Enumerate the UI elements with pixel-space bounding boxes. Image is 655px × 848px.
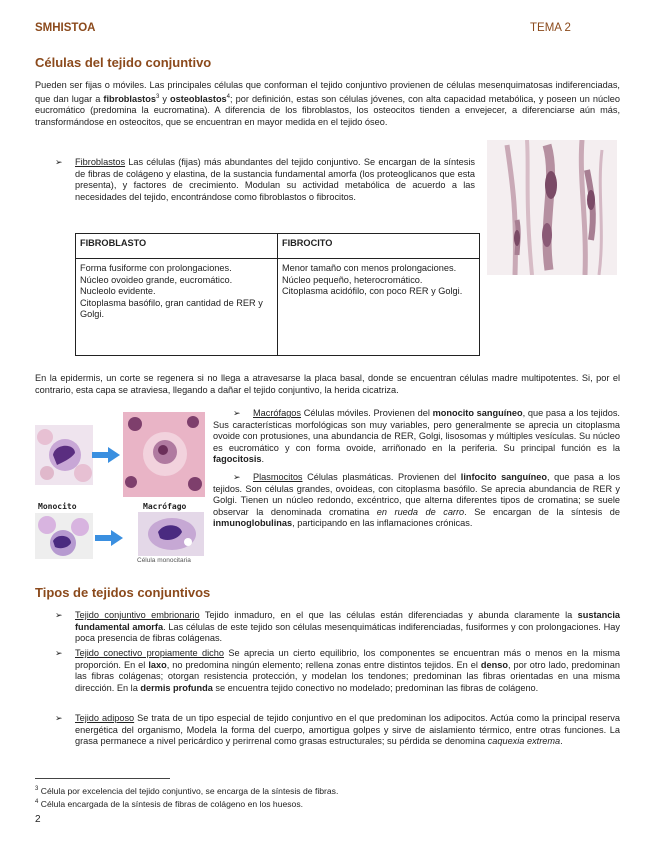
image-caption: Célula monocitaria (137, 557, 191, 564)
fibroblast-micrograph (487, 140, 617, 275)
epidermis-paragraph: En la epidermis, un corte se regenera si no llega a atravesarse la placa basal, donde se encuentran células madre multipotentes. Si, por el contrario, esta capa se atraviesa, llegando a dañar el tejido conjuntivo, la herida cicatriza. (35, 373, 620, 395)
macrofago-micrograph (123, 412, 205, 497)
bullet-icon: ➢ (55, 610, 63, 620)
table-cell-fibrocito: Menor tamaño con menos prolongaciones. Núcleo pequeño, heterocromático. Citoplasma acidófilo, con poco RER y Golgi. (278, 259, 480, 356)
intro-paragraph: Pueden ser fijas o móviles. Las principales células que conforman el tejido conjuntivo provienen de células mesenquimatosas indiferenciadas, que dan lugar a fibroblastos$^3$ y osteoblastos$^4$; por definición, estas son células jóvenes, con alta capacidad metabólica, y poseen un núcleo eucromático (predomina la eucromatina). A diferencia de los fibroblastos, los osteocitos tienden a envejecer, a diferenciarse aún más, transformándose en osteocitos, que se encuentran en mayor medida en el tejido óseo. (35, 80, 620, 127)
bullet-icon: ➢ (55, 157, 63, 167)
plasmocitos-paragraph: Plasmocitos Células plasmáticas. Provienen del linfocito sanguíneo, que pasa a los tejidos. Son células grandes, ovoideas, con citoplasma basófilo. Se aprecia abundancia de RER y Golgi. Tienen un núcleo redondo, excéntrico, que alterna diferentes tipos de cromatina; se suele observar la denominada cromatina en rueda de carro. Se encargan de la síntesis de inmunoglobulinas, participando en las inflamaciones crónicas. (213, 472, 620, 529)
bullet-icon: ➢ (233, 472, 241, 482)
table-header-fibroblasto: FIBROBLASTO (76, 234, 278, 259)
arrow-right-icon (92, 447, 120, 463)
section-title-types: Tipos de tejidos conjuntivos (35, 585, 211, 600)
adiposo-paragraph: Tejido adiposo Se trata de un tipo especial de tejido conjuntivo en el que predominan los adipocitos. Actúa como la principal reserva energética del organismo, Modela la forma del cuerpo, amortigua golpes y sirve de aislamiento térmico, entre otras funciones. La grasa permanece a nivel pericárdico y perirrenal como grasas estructurales; su pérdida se denomina caquexia extrema. (75, 713, 620, 747)
monocito-micrograph (35, 425, 93, 485)
macrofago-label: Macrófago (143, 502, 187, 511)
table-header-fibrocito: FIBROCITO (278, 234, 480, 259)
bullet-icon: ➢ (233, 408, 241, 418)
macrofagos-paragraph: Macrófagos Células móviles. Provienen del monocito sanguíneo, que pasa a los tejidos. Sus características morfológicas son muy variables, pero generalmente se aprecia un citoplasma ovoide con protusiones, una abundancia de RER, Golgi, lisosomas y múltiples vesículas. Su núcleo es eucromático y con forma ovoide, arriñonado en la periferia. Su principal función es la fagocitosis. (213, 408, 620, 465)
macrofago-diagram (138, 512, 204, 556)
section-title-cells: Células del tejido conjuntivo (35, 55, 212, 70)
footnote-4: $^4$ Célula encargada de la síntesis de fibras de colágeno en los huesos. (35, 799, 304, 809)
footnote-divider (35, 778, 170, 779)
arrow-right-icon-2 (95, 530, 123, 546)
embrionario-paragraph: Tejido conjuntivo embrionario Tejido inmaduro, en el que las células están diferenciadas y abunda claramente la sustancia fundamental amorfa. Las células de este tejido son células mesenquimáticas indiferenciadas, fusiformes y con prolongaciones. Hay poca presencia de fibras colágenas. (75, 610, 620, 644)
fibroblastos-paragraph: Fibroblastos Las células (fijas) más abundantes del tejido conjuntivo. Se encargan de la síntesis de fibras de colágeno y elastina, de la sustancia fundamental amorfa (los proteoglicanos que esta presenta), y factores de crecimiento. Modulan su actividad metabólica de acuerdo a las necesidades del tejido, encontrándose como fibroblastos o fibrocitos. (75, 157, 475, 202)
footnote-3: $^3$ Célula por excelencia del tejido conjuntivo, se encarga de la síntesis de fibras. (35, 786, 339, 796)
bullet-icon: ➢ (55, 713, 63, 723)
header-course: SMHISTOA (35, 22, 96, 34)
table-cell-fibroblasto: Forma fusiforme con prolongaciones. Núcleo ovoideo grande, eucromático. Nucleolo evidente. Citoplasma basófilo, gran cantidad de RER y Golgi. (76, 259, 278, 356)
propiamente-paragraph: Tejido conectivo propiamente dicho Se aprecia un cierto equilibrio, los componentes se encuentran más o menos en la misma proporción. En el laxo, no predomina ningún elemento; rellena zonas entre distintos tejidos. En el denso, por otro lado, predominan las fibras colágenas; otorgan resistencia protección, y modelan los tendones; predominan las fibras orientadas en una misma dirección. En la dermis profunda se encuentra tejido conectivo no modelado; predominan las fibras de colágeno. (75, 648, 621, 693)
bullet-icon: ➢ (55, 648, 63, 658)
fibroblast-fibrocyte-table (75, 233, 480, 356)
monocito-label: Monocito (38, 502, 77, 511)
monocito-diagram (35, 513, 93, 559)
header-topic: TEMA 2 (530, 22, 571, 34)
page-number: 2 (35, 814, 41, 825)
